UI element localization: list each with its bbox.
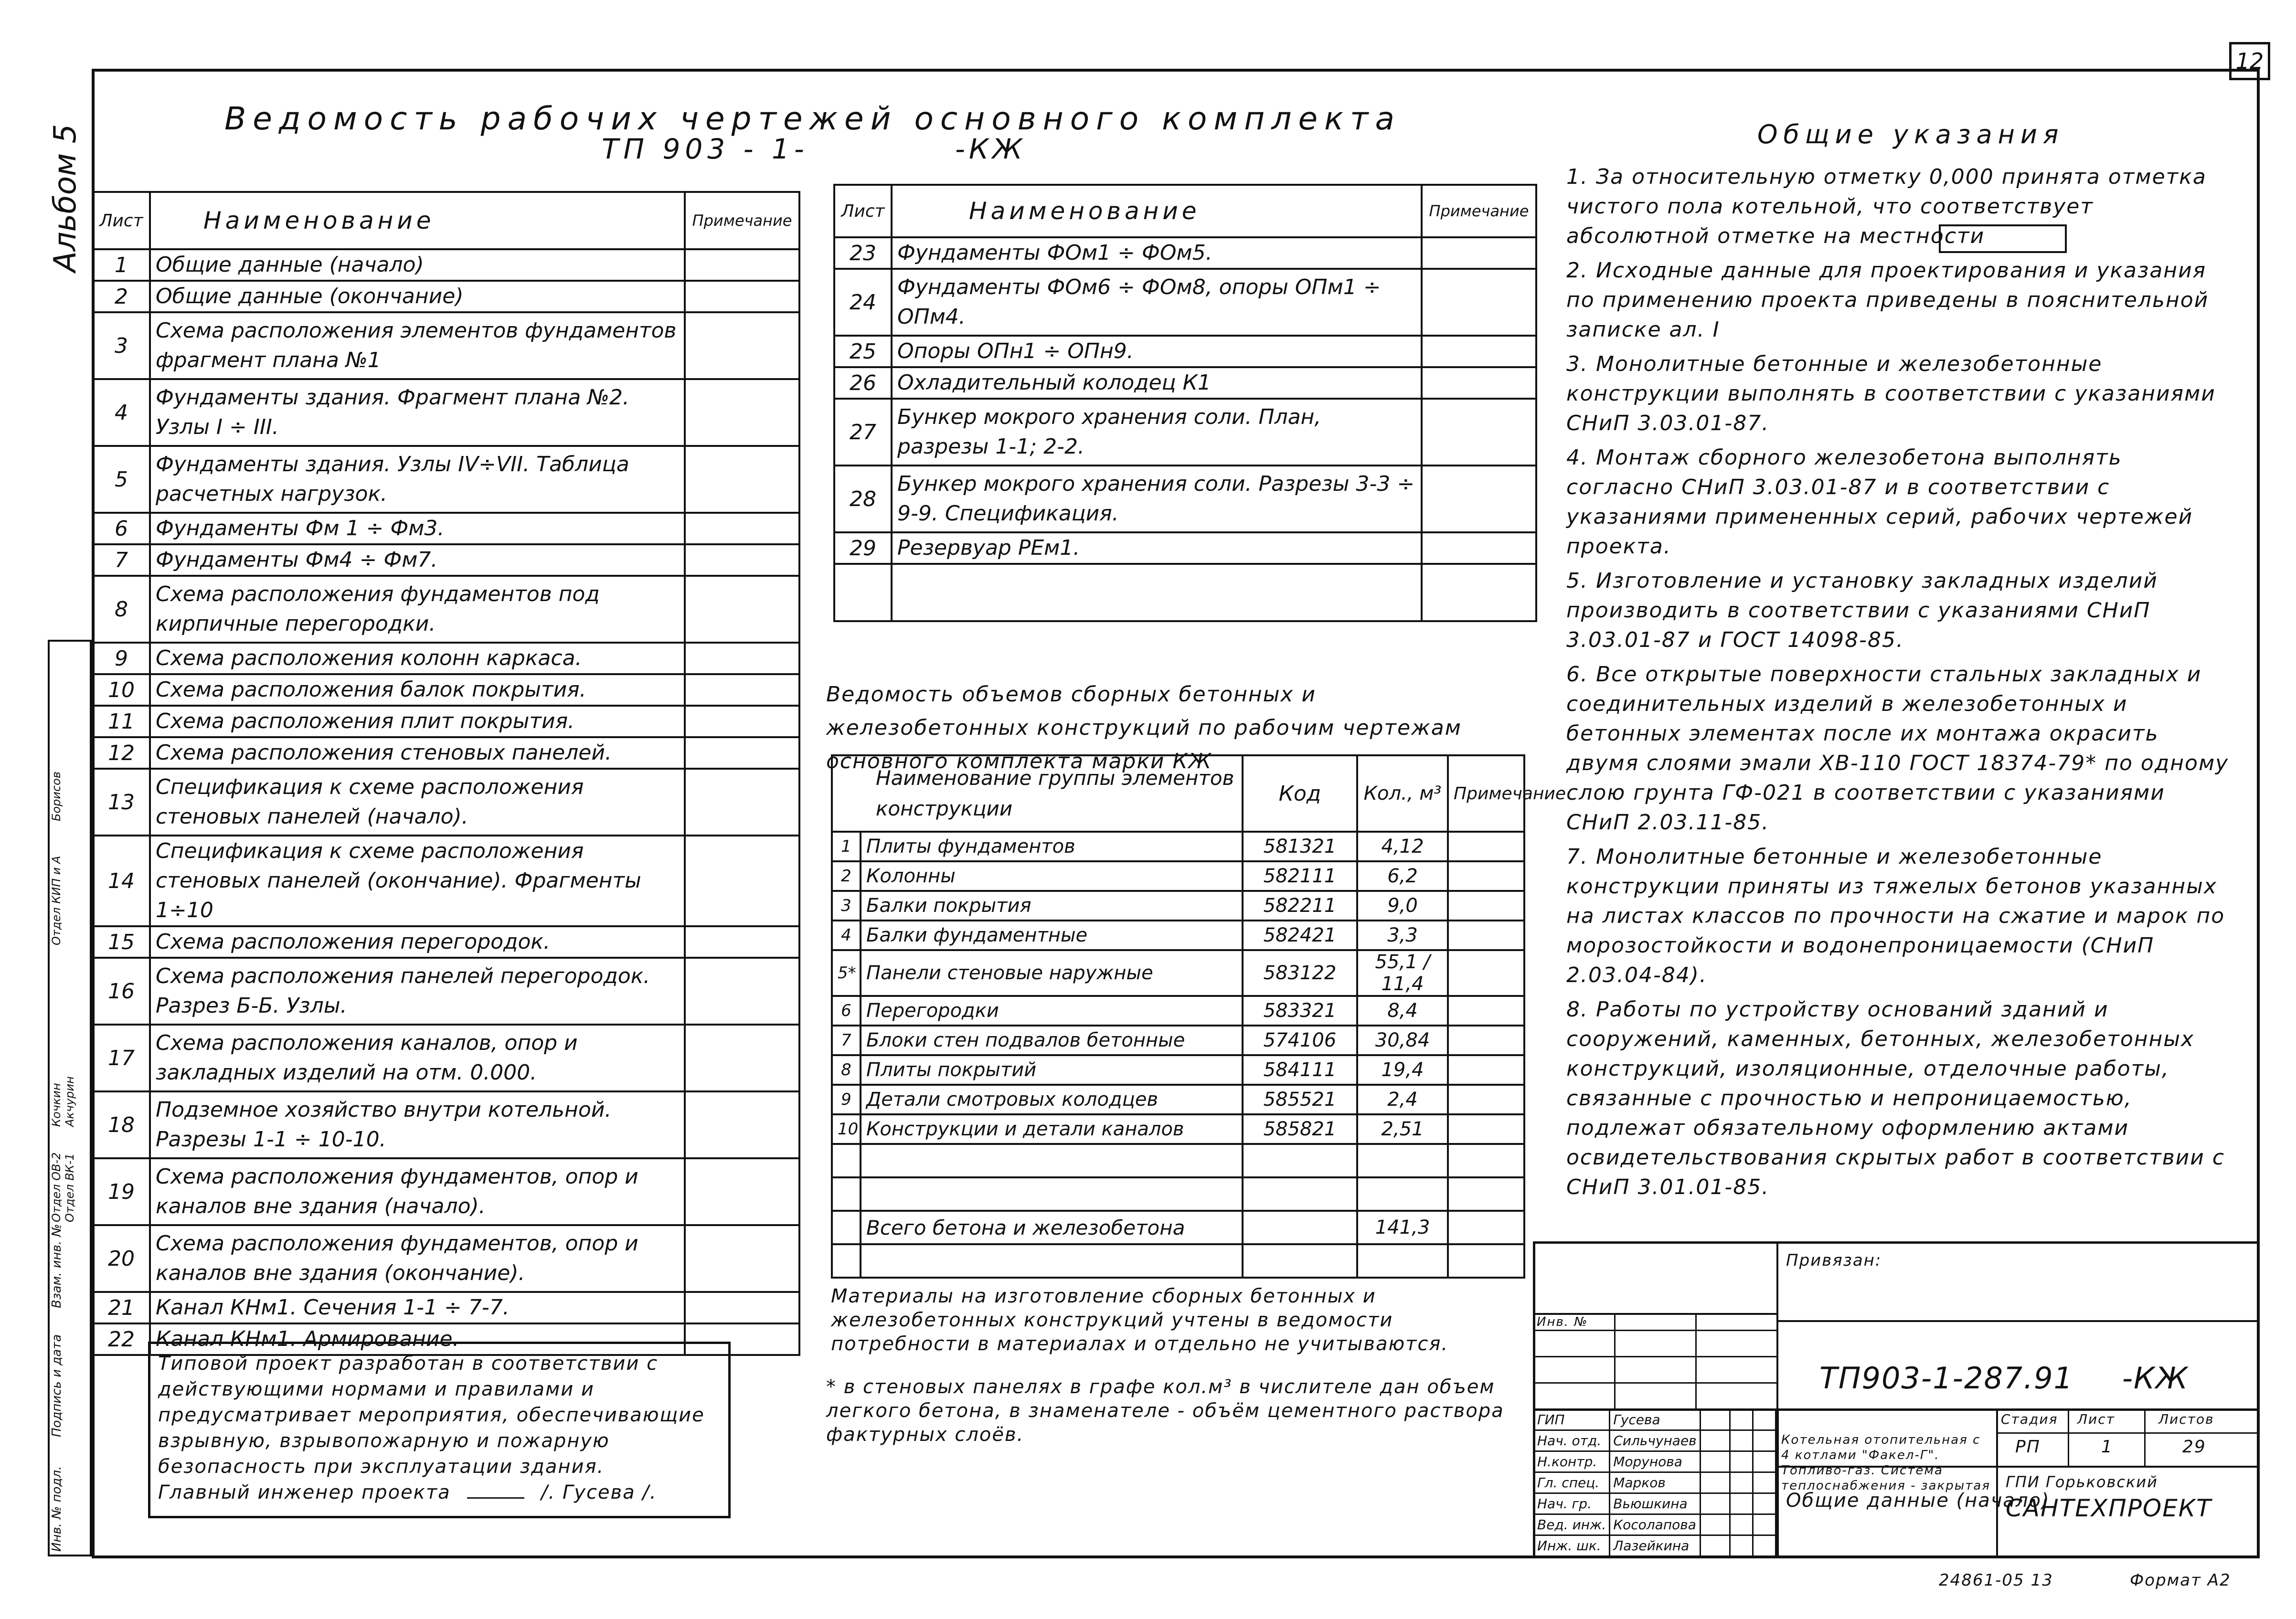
col-sheet: Лист	[93, 192, 150, 249]
sheet-note	[1422, 532, 1536, 564]
general-note-item: 3. Монолитные бетонные и железобетонные конструкции выполнять в соответствии с указаниями СНиП 3.03.01-87.	[1566, 352, 2216, 435]
sheet-name: Резервуар РЕм1.	[892, 532, 1422, 564]
sheet-number: 11	[93, 706, 150, 737]
vol-row-note	[1448, 891, 1524, 921]
sheet-number: 7	[93, 544, 150, 576]
vol-row-qty: 4,12	[1357, 832, 1448, 861]
vol-row-note	[1448, 861, 1524, 891]
sheet-number: 16	[93, 958, 150, 1025]
vol-row-code: 582421	[1243, 921, 1357, 950]
bottom-code: 24861-05 13	[1939, 1571, 2053, 1590]
sheet-name: Схема расположения фундаментов, опор и каналов вне здания (начало).	[150, 1158, 685, 1225]
table-row	[93, 1225, 799, 1292]
table-row	[832, 891, 1524, 921]
table-row	[834, 269, 1536, 336]
sheet-value: 1	[2101, 1437, 2113, 1457]
project-code-suffix: -КЖ	[955, 133, 1026, 165]
vol-row-code: 583321	[1243, 996, 1357, 1026]
sheet-name: Бункер мокрого хранения соли. План, разрезы 1-1; 2-2.	[892, 399, 1422, 466]
sheet-note	[685, 576, 799, 643]
role-title: Гл. спец.	[1534, 1472, 1610, 1493]
sheet-name: Канал КНм1. Сечения 1-1 ÷ 7-7.	[150, 1292, 685, 1323]
vol-row-note	[1448, 921, 1524, 950]
sheet-name: Схема расположения балок покрытия.	[150, 674, 685, 706]
sheet-number: 8	[93, 576, 150, 643]
sheet-note	[685, 379, 799, 446]
table-row	[93, 1025, 799, 1091]
table-row	[832, 996, 1524, 1026]
sheet-note	[685, 674, 799, 706]
general-note-item: 7. Монолитные бетонные и железобетонные конструкции приняты из тяжелых бетонов указанных на листах классов по прочности на сжатие и марок по морозостойкости и водонепроницаемости (СНиП 2.03.04-84).	[1566, 845, 2225, 987]
vol-row-note	[1448, 1055, 1524, 1085]
role-row	[1534, 1514, 1776, 1535]
sheet-name: Спецификация к схеме расположения стеновых панелей (окончание). Фрагменты 1÷10	[150, 836, 685, 926]
sheet-note	[1422, 269, 1536, 336]
table-row	[834, 466, 1536, 532]
table-row	[93, 576, 799, 643]
title-block	[1533, 1241, 2260, 1558]
stamp-mark: -КЖ	[2122, 1361, 2189, 1396]
page-number: 12	[2235, 48, 2264, 74]
margin-dept1: Отдел ОВ-2	[50, 1152, 63, 1222]
role-signature	[1700, 1514, 1730, 1535]
vol-row-qty: 55,1 / 11,4	[1357, 950, 1448, 996]
sheet-note	[685, 926, 799, 958]
sheet-note	[1422, 367, 1536, 399]
sheet-note	[685, 1158, 799, 1225]
sheet-name: Общие данные (окончание)	[150, 281, 685, 312]
table-row	[93, 958, 799, 1025]
sheet-note	[685, 312, 799, 379]
col-sheet-right: Лист	[834, 185, 892, 237]
sheet-number: 22	[93, 1323, 150, 1355]
vol-row-name: Перегородки	[861, 996, 1243, 1026]
sheet-name: Общие данные (начало)	[150, 249, 685, 281]
vol-col-code: Код	[1243, 755, 1357, 832]
sheet-number: 17	[93, 1025, 150, 1091]
sheet-number: 2	[93, 281, 150, 312]
vol-row-qty: 2,51	[1357, 1114, 1448, 1144]
volumes-title: Ведомость объемов сборных бетонных и железобетонных конструкций по рабочим чертежам основного комплекта марки КЖ	[826, 682, 1462, 773]
sheet-note	[1422, 466, 1536, 532]
vol-row-num: 7	[832, 1026, 861, 1055]
vol-row-num: 1	[832, 832, 861, 861]
table-row	[832, 921, 1524, 950]
sheet-name: Схема расположения перегородок.	[150, 926, 685, 958]
sheet-number: 14	[93, 836, 150, 926]
vol-row-name: Балки фундаментные	[861, 921, 1243, 950]
vol-row-code: 583122	[1243, 950, 1357, 996]
role-title: Вед. инж.	[1534, 1514, 1610, 1535]
sheet-name: Подземное хозяйство внутри котельной. Разрезы 1-1 ÷ 10-10.	[150, 1091, 685, 1158]
role-title: ГИП	[1534, 1409, 1610, 1430]
sheet-note	[685, 769, 799, 836]
vol-row-num: 6	[832, 996, 861, 1026]
sheet-number: 9	[93, 643, 150, 674]
role-person: Косолапова	[1610, 1514, 1700, 1535]
sheet-name: Схема расположения фундаментов под кирпичные перегородки.	[150, 576, 685, 643]
sheet-name: Схема расположения плит покрытия.	[150, 706, 685, 737]
sheet-note	[1422, 237, 1536, 269]
general-note-item: 8. Работы по устройству оснований зданий и сооружений, каменных, бетонных, железобетонных конструкций, изоляционные, отделочные работы, связанные с прочностью и непроницаемостью, подлежат обязательному оформлению актами освидетельствования скрытых работ в соответствии с СНиП 3.01.01-85.	[1566, 997, 2225, 1199]
sheet-rows-right	[834, 237, 1536, 621]
sheet-name: Канал КНм1. Армирование.	[150, 1323, 685, 1355]
vol-row-qty: 19,4	[1357, 1055, 1448, 1085]
table-row	[93, 379, 799, 446]
table-row	[832, 950, 1524, 996]
sheet-number: 27	[834, 399, 892, 466]
sheet-name: Охладительный колодец К1	[892, 367, 1422, 399]
project-code-title: ТП 903 - 1-	[602, 133, 809, 165]
sheet-note	[685, 281, 799, 312]
vol-row-note	[1448, 950, 1524, 996]
table-row	[832, 1026, 1524, 1055]
table-row	[93, 926, 799, 958]
vol-row-name: Балки покрытия	[861, 891, 1243, 921]
sheet-note	[685, 706, 799, 737]
sheet-number: 26	[834, 367, 892, 399]
sheet-name: Бункер мокрого хранения соли. Разрезы 3-3 ÷ 9-9. Спецификация.	[892, 466, 1422, 532]
sheet-number: 25	[834, 336, 892, 367]
margin-sign-date: Подпись и дата	[50, 1334, 64, 1437]
sheet-list-table-left	[92, 191, 800, 1356]
table-row	[93, 1292, 799, 1323]
sheet-rows-left	[93, 249, 799, 1355]
table-row	[832, 1055, 1524, 1085]
vol-row-note	[1448, 996, 1524, 1026]
col-name: Наименование	[150, 192, 685, 249]
sheet-name: Опоры ОПн1 ÷ ОПн9.	[892, 336, 1422, 367]
sheet-number: 15	[93, 926, 150, 958]
role-person: Сильчунаев	[1610, 1430, 1700, 1451]
col-note-right: Примечание	[1422, 185, 1536, 237]
sheet-note	[685, 513, 799, 544]
role-person: Морунова	[1610, 1451, 1700, 1472]
margin-inv-orig: Инв. № подл.	[50, 1466, 64, 1552]
roles-table	[1533, 1408, 1776, 1557]
sheet-number: 18	[93, 1091, 150, 1158]
footnote: * в стеновых панелях в графе кол.м³ в числителе дан объем легкого бетона, в знаменателе - объём цементного раствора фактурных слоёв.	[826, 1376, 1504, 1446]
org-line1: ГПИ Горьковский	[2006, 1473, 2158, 1491]
vol-row-note	[1448, 832, 1524, 861]
table-row	[834, 336, 1536, 367]
main-title: Ведомость рабочих чертежей основного комплекта	[224, 100, 1401, 137]
table-row	[832, 832, 1524, 861]
vol-total-qty: 141,3	[1357, 1211, 1448, 1244]
binding-label: Привязан:	[1786, 1251, 1882, 1270]
role-signature	[1700, 1409, 1730, 1430]
vol-row-name: Плиты фундаментов	[861, 832, 1243, 861]
col-note: Примечание	[685, 192, 799, 249]
table-row	[93, 674, 799, 706]
table-row	[93, 1091, 799, 1158]
volumes-table	[831, 754, 1566, 1279]
sheet-name: Фундаменты здания. Узлы IV÷VII. Таблица расчетных нагрузок.	[150, 446, 685, 513]
role-person: Лазейкина	[1610, 1535, 1700, 1556]
vol-total-label: Всего бетона и железобетона	[861, 1211, 1243, 1244]
role-signature	[1700, 1535, 1730, 1556]
vol-row-code: 574106	[1243, 1026, 1357, 1055]
vol-row-num: 3	[832, 891, 861, 921]
vol-row-name: Колонны	[861, 861, 1243, 891]
stamp-code: ТП903-1-287.91	[1819, 1361, 2073, 1396]
role-row	[1534, 1451, 1776, 1472]
margin-person3: Борисов	[50, 771, 63, 821]
general-notes	[1566, 162, 2235, 1207]
role-title: Нач. отд.	[1534, 1430, 1610, 1451]
typical-note-box	[148, 1342, 731, 1518]
table-row	[93, 706, 799, 737]
sheet-name: Спецификация к схеме расположения стеновых панелей (начало).	[150, 769, 685, 836]
sheet-number: 20	[93, 1225, 150, 1292]
general-note-item: 2. Исходные данные для проектирования и указания по применению проекта приведены в пояснительной записке ал. I	[1566, 258, 2209, 342]
sheet-note	[685, 1225, 799, 1292]
sheet-name: Схема расположения панелей перегородок. Разрез Б-Б. Узлы.	[150, 958, 685, 1025]
table-row	[93, 737, 799, 769]
sheet-note	[685, 446, 799, 513]
table-row	[93, 769, 799, 836]
sheet-note	[685, 544, 799, 576]
role-row	[1534, 1472, 1776, 1493]
general-note-item: 6. Все открытые поверхности стальных закладных и соединительных изделий в железобетонных и бетонных элементах после их монтажа окрасить двумя слоями эмали ХВ-110 ГОСТ 18374-79* по одному слою грунта ГФ-021 в соответствии с указаниями СНиП 2.03.11-85.	[1566, 662, 2229, 835]
table-row	[834, 532, 1536, 564]
sheet-number: 12	[93, 737, 150, 769]
sheet-list-table-right	[833, 184, 1537, 622]
vol-row-code: 582211	[1243, 891, 1357, 921]
vol-col-group: Наименование группы элементов конструкции	[832, 755, 1243, 832]
sheet-name: Фундаменты здания. Фрагмент плана №2. Узлы I ÷ III.	[150, 379, 685, 446]
table-row	[93, 446, 799, 513]
sheet-number: 5	[93, 446, 150, 513]
drawing-title: Общие данные (начало)	[1786, 1490, 2050, 1512]
table-row	[834, 367, 1536, 399]
elevation-blank-box	[1939, 224, 2067, 253]
table-row	[93, 249, 799, 281]
sheet-note	[1422, 399, 1536, 466]
sheet-name: Фундаменты Фм4 ÷ Фм7.	[150, 544, 685, 576]
vol-row-code: 584111	[1243, 1055, 1357, 1085]
role-signature	[1700, 1493, 1730, 1514]
role-signature	[1700, 1430, 1730, 1451]
margin-person1: Кочкин	[50, 1083, 63, 1127]
col-name-right: Наименование	[892, 185, 1422, 237]
sheets-label: Листов	[2158, 1411, 2214, 1427]
vol-row-qty: 9,0	[1357, 891, 1448, 921]
sheet-number: 13	[93, 769, 150, 836]
role-person: Марков	[1610, 1472, 1700, 1493]
vol-row-code: 581321	[1243, 832, 1357, 861]
table-row	[834, 237, 1536, 269]
role-title: Н.контр.	[1534, 1451, 1610, 1472]
materials-note: Материалы на изготовление сборных бетонных и железобетонных конструкций учтены в ведомости потребности в материалах и отдельно не учитываются.	[831, 1285, 1449, 1355]
margin-replace-inv: Взам. инв. №	[50, 1224, 64, 1308]
sheet-note	[685, 1025, 799, 1091]
role-person: Вьюшкина	[1610, 1493, 1700, 1514]
stage-label: Стадия	[2001, 1411, 2058, 1427]
typical-note: Типовой проект разработан в соответствии с действующими нормами и правилами и предусматривает мероприятия, обеспечивающие взрывную, взрывопожарную и пожарную безопасность при эксплуатации здания.	[158, 1353, 705, 1478]
vol-row-qty: 3,3	[1357, 921, 1448, 950]
vol-row-name: Детали смотровых колодцев	[861, 1085, 1243, 1114]
table-row	[93, 281, 799, 312]
table-row	[93, 643, 799, 674]
vol-col-qty: Кол., м³	[1357, 755, 1448, 832]
vol-row-qty: 2,4	[1357, 1085, 1448, 1114]
sheet-number: 23	[834, 237, 892, 269]
vol-row-num: 4	[832, 921, 861, 950]
general-note-item: 5. Изготовление и установку закладных изделий производить в соответствии с указаниями СНиП 3.03.01-87 и ГОСТ 14098-85.	[1566, 569, 2158, 652]
table-row	[93, 513, 799, 544]
role-title: Нач. гр.	[1534, 1493, 1610, 1514]
format-label: Формат А2	[2130, 1571, 2231, 1590]
sheet-name: Схема расположения элементов фундаментов фрагмент плана №1	[150, 312, 685, 379]
margin-dept3: Отдел КИП и А	[50, 856, 63, 945]
vol-row-num: 2	[832, 861, 861, 891]
sheet-name: Фундаменты ФОм1 ÷ ФОм5.	[892, 237, 1422, 269]
sheet-note	[685, 737, 799, 769]
sheet-note	[685, 958, 799, 1025]
sheet-name: Схема расположения колонн каркаса.	[150, 643, 685, 674]
vol-row-num: 10	[832, 1114, 861, 1144]
role-person: Гусева	[1610, 1409, 1700, 1430]
stage-value: РП	[2015, 1437, 2041, 1457]
general-note-item: 1. За относительную отметку 0,000 принята отметка чистого пола котельной, что соответствует абсолютной отметке на местности	[1566, 165, 2207, 248]
vol-row-qty: 8,4	[1357, 996, 1448, 1026]
vol-row-name: Панели стеновые наружные	[861, 950, 1243, 996]
volumes-rows	[832, 832, 1524, 1144]
table-row	[832, 861, 1524, 891]
sheet-name: Фундаменты ФОм6 ÷ ФОм8, опоры ОПм1 ÷ ОПм4.	[892, 269, 1422, 336]
vol-row-note	[1448, 1085, 1524, 1114]
sheet-label: Лист	[2077, 1411, 2115, 1427]
general-note-item: 4. Монтаж сборного железобетона выполнять согласно СНиП 3.03.01-87 и в соответствии с указаниями примененных серий, рабочих чертежей проекта.	[1566, 445, 2193, 559]
sheet-number: 4	[93, 379, 150, 446]
role-row	[1534, 1535, 1776, 1556]
table-row	[832, 1085, 1524, 1114]
role-row	[1534, 1430, 1776, 1451]
vol-row-code: 585821	[1243, 1114, 1357, 1144]
table-row	[93, 836, 799, 926]
sheet-number: 10	[93, 674, 150, 706]
table-row	[93, 312, 799, 379]
sheet-note	[685, 643, 799, 674]
vol-row-num: 5*	[832, 950, 861, 996]
chief-signature	[467, 1497, 524, 1499]
inv-label: Инв. №	[1537, 1315, 1588, 1329]
vol-row-name: Конструкции и детали каналов	[861, 1114, 1243, 1144]
sheet-note	[685, 1292, 799, 1323]
role-signature	[1700, 1472, 1730, 1493]
sheet-number: 29	[834, 532, 892, 564]
vol-row-num: 8	[832, 1055, 861, 1085]
general-title: Общие указания	[1757, 119, 2064, 149]
vol-row-note	[1448, 1114, 1524, 1144]
vol-row-code: 585521	[1243, 1085, 1357, 1114]
table-row	[93, 1158, 799, 1225]
vol-row-qty: 30,84	[1357, 1026, 1448, 1055]
album-label: Альбом 5	[48, 124, 83, 272]
role-title: Инж. шк.	[1534, 1535, 1610, 1556]
vol-row-num: 9	[832, 1085, 861, 1114]
role-row	[1534, 1493, 1776, 1514]
project-code	[1819, 1361, 2189, 1396]
sheet-note	[685, 1091, 799, 1158]
sheet-number: 3	[93, 312, 150, 379]
project-desc: Котельная отопительная с 4 котлами "Факел-Г". Топливо-газ. Система теплоснабжения - закрытая	[1781, 1433, 1991, 1493]
chief-engineer-label: Главный инженер проекта	[158, 1481, 451, 1503]
chief-engineer-name: /. Гусева /.	[541, 1481, 657, 1503]
margin-dept2: Отдел ВК-1	[63, 1153, 76, 1222]
sheet-number: 19	[93, 1158, 150, 1225]
sheet-number: 6	[93, 513, 150, 544]
sheet-note	[685, 836, 799, 926]
vol-row-name: Блоки стен подвалов бетонные	[861, 1026, 1243, 1055]
margin-person2: Акчурин	[63, 1076, 76, 1127]
table-row	[832, 1114, 1524, 1144]
sheet-name: Схема расположения стеновых панелей.	[150, 737, 685, 769]
sheet-name: Схема расположения фундаментов, опор и каналов вне здания (окончание).	[150, 1225, 685, 1292]
sheet-number: 1	[93, 249, 150, 281]
role-row	[1534, 1409, 1776, 1430]
vol-row-code: 582111	[1243, 861, 1357, 891]
vol-col-note: Примечание	[1448, 755, 1524, 832]
role-signature	[1700, 1451, 1730, 1472]
sheet-note	[1422, 336, 1536, 367]
sheet-name: Фундаменты Фм 1 ÷ Фм3.	[150, 513, 685, 544]
sheet-number: 21	[93, 1292, 150, 1323]
sheet-number: 28	[834, 466, 892, 532]
table-row	[93, 544, 799, 576]
sheet-number: 24	[834, 269, 892, 336]
sheet-name: Схема расположения каналов, опор и закладных изделий на отм. 0.000.	[150, 1025, 685, 1091]
sheet-note	[685, 249, 799, 281]
org-line2: САНТЕХПРОЕКТ	[2006, 1494, 2212, 1522]
vol-row-qty: 6,2	[1357, 861, 1448, 891]
vol-row-name: Плиты покрытий	[861, 1055, 1243, 1085]
sheets-value: 29	[2182, 1437, 2206, 1457]
table-row	[834, 399, 1536, 466]
vol-row-note	[1448, 1026, 1524, 1055]
